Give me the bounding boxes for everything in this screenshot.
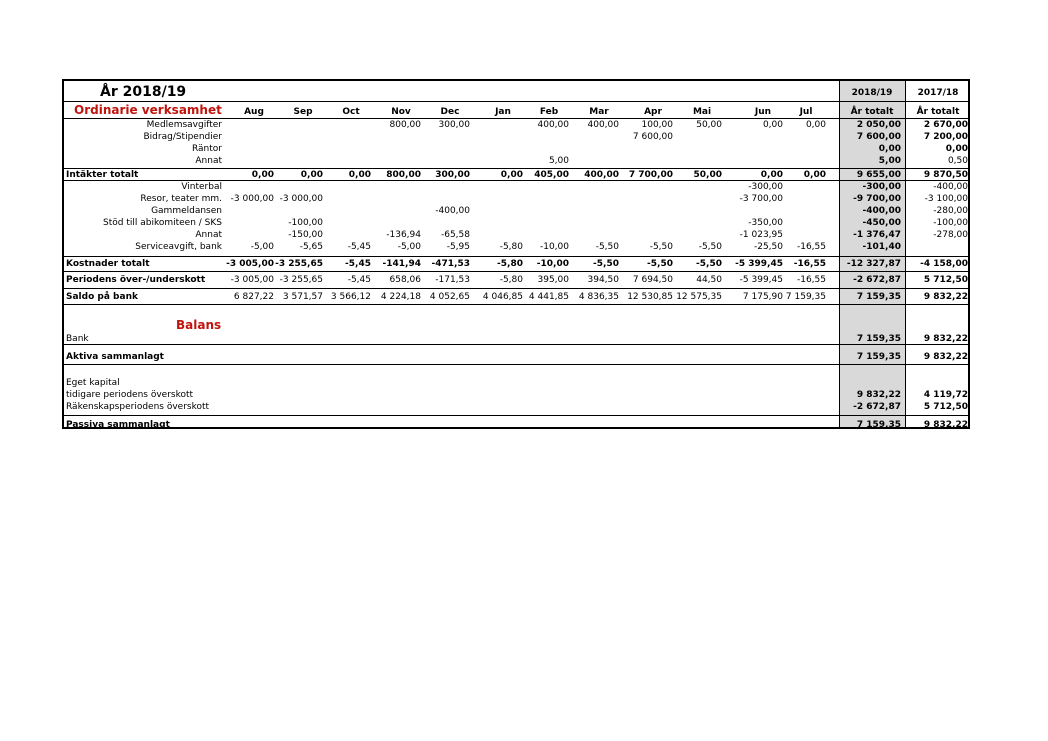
balans-total-2018: 9 832,22 xyxy=(856,390,901,400)
row-value: 394,50 xyxy=(587,275,619,285)
row-label: Bidrag/Stipendier xyxy=(143,132,222,142)
row-total-2017: -100,00 xyxy=(933,218,968,228)
row-total-2018: -300,00 xyxy=(862,182,901,192)
row-value: -5,50 xyxy=(696,259,722,269)
row-label: Intäkter totalt xyxy=(66,170,139,180)
row-value: -5,50 xyxy=(595,242,619,252)
row-value: 7 175,90 xyxy=(742,292,783,302)
header-divider xyxy=(64,101,968,102)
row-value: 400,00 xyxy=(587,120,619,130)
row-label: Annat xyxy=(195,230,222,240)
row-value: 0,00 xyxy=(500,170,523,180)
balans-total-2018: -2 672,87 xyxy=(853,402,901,412)
row-value: 3 566,12 xyxy=(330,292,371,302)
row-value: 7 159,35 xyxy=(785,292,826,302)
row-label: Periodens över-/underskott xyxy=(66,275,206,285)
row-value: 658,06 xyxy=(389,275,421,285)
row-total-2017: -400,00 xyxy=(933,182,968,192)
balans-row-divider-5 xyxy=(64,415,968,416)
row-value: -471,53 xyxy=(431,259,470,269)
row-value: 12 530,85 xyxy=(627,292,673,302)
section-balans: Balans xyxy=(176,318,222,332)
row-value: -141,94 xyxy=(382,259,421,269)
row-value: 0,00 xyxy=(805,120,826,130)
row-value: -5,45 xyxy=(347,242,371,252)
row-value: -5,95 xyxy=(446,242,470,252)
row-value: 5,00 xyxy=(548,156,569,166)
row-value: 50,00 xyxy=(696,120,722,130)
row-value: 100,00 xyxy=(641,120,673,130)
row-value: 0,00 xyxy=(762,120,783,130)
row-total-2017: 5 712,50 xyxy=(923,275,968,285)
row-value: -136,94 xyxy=(386,230,421,240)
row-value: 3 571,57 xyxy=(282,292,323,302)
row-value: -5 399,45 xyxy=(739,275,783,285)
row-value: -5,80 xyxy=(499,275,523,285)
column-header-2017: 2017/18 xyxy=(917,88,959,98)
balans-total-2017: 4 119,72 xyxy=(923,390,968,400)
row-value: 12 575,35 xyxy=(676,292,722,302)
row-total-2017: -280,00 xyxy=(933,206,968,216)
row-value: -100,00 xyxy=(288,218,323,228)
row-value: 4 836,35 xyxy=(578,292,619,302)
row-value: 0,00 xyxy=(760,170,783,180)
balans-divider xyxy=(64,304,968,305)
row-value: -25,50 xyxy=(753,242,783,252)
month-header-aug: Aug xyxy=(244,107,264,117)
balans-row-label: Räkenskapsperiodens överskott xyxy=(66,402,210,412)
row-value: -5,45 xyxy=(345,259,371,269)
row-value: 405,00 xyxy=(534,170,569,180)
row-total-2017: -4 158,00 xyxy=(920,259,968,269)
balans-row-divider-2 xyxy=(64,364,968,365)
row-total-2017: 0,00 xyxy=(945,144,968,154)
row-value: 0,00 xyxy=(803,170,826,180)
balans-row-label: Passiva sammanlagt xyxy=(66,420,170,430)
balans-row-label: Eget kapital xyxy=(66,378,120,388)
balans-total-2017: 5 712,50 xyxy=(923,402,968,412)
row-label: Vinterbal xyxy=(181,182,222,192)
row-label: Kostnader totalt xyxy=(66,259,150,269)
row-total-2017: 9 832,22 xyxy=(923,292,968,302)
row-total-2018: 7 159,35 xyxy=(856,292,901,302)
row-divider-13 xyxy=(64,288,968,289)
row-value: 400,00 xyxy=(584,170,619,180)
row-total-2018: -1 376,47 xyxy=(853,230,901,240)
row-value: 0,00 xyxy=(251,170,274,180)
balans-total-2018: 7 159,35 xyxy=(856,334,901,344)
row-value: -16,55 xyxy=(793,259,826,269)
row-label: Resor, teater mm. xyxy=(140,194,222,204)
row-label: Stöd till abikomiteen / SKS xyxy=(103,218,222,228)
row-label: Saldo på bank xyxy=(66,292,138,302)
row-value: -65,58 xyxy=(440,230,470,240)
row-label: Medlemsavgifter xyxy=(146,120,222,130)
balans-total-2017: 9 832,22 xyxy=(923,420,968,430)
row-value: -150,00 xyxy=(288,230,323,240)
month-header-mar: Mar xyxy=(589,107,609,117)
balans-row-label: Aktiva sammanlagt xyxy=(66,352,164,362)
row-total-2018: -9 700,00 xyxy=(853,194,901,204)
row-value: 44,50 xyxy=(696,275,722,285)
row-value: 0,00 xyxy=(348,170,371,180)
row-value: 7 700,00 xyxy=(628,170,673,180)
month-header-jun: Jun xyxy=(754,107,772,117)
section-ordinarie: Ordinarie verksamhet xyxy=(74,103,222,117)
row-value: 400,00 xyxy=(537,120,569,130)
row-value: -16,55 xyxy=(796,275,826,285)
row-value: -5,80 xyxy=(499,242,523,252)
row-total-2018: 2 050,00 xyxy=(856,120,901,130)
row-total-2018: 7 600,00 xyxy=(856,132,901,142)
column-header-2018: 2018/19 xyxy=(851,88,893,98)
row-total-2017: -3 100,00 xyxy=(924,194,968,204)
balans-total-2018: 7 159,35 xyxy=(856,352,901,362)
budget-sheet xyxy=(62,79,970,429)
balans-row-divider-1 xyxy=(64,344,968,345)
row-total-2018: 9 655,00 xyxy=(856,170,901,180)
year-total-header-2018: År totalt xyxy=(850,107,894,117)
month-header-mai: Mai xyxy=(692,107,712,117)
row-total-2018: -12 327,87 xyxy=(846,259,901,269)
year-total-header-2017: År totalt xyxy=(916,107,960,117)
balans-row-label: Bank xyxy=(66,334,89,344)
row-value: -400,00 xyxy=(435,206,470,216)
row-label: Räntor xyxy=(191,144,222,154)
row-value: 0,00 xyxy=(300,170,323,180)
row-label: Annat xyxy=(195,156,222,166)
row-value: -5,45 xyxy=(347,275,371,285)
row-total-2018: -450,00 xyxy=(862,218,901,228)
row-value: -5,50 xyxy=(698,242,722,252)
row-value: 300,00 xyxy=(438,120,470,130)
month-header-apr: Apr xyxy=(644,107,662,117)
month-header-feb: Feb xyxy=(539,107,559,117)
row-label: Gammeldansen xyxy=(151,206,222,216)
row-value: -3 005,00 xyxy=(226,259,274,269)
row-total-2018: -400,00 xyxy=(862,206,901,216)
row-value: -5,00 xyxy=(397,242,421,252)
row-value: 6 827,22 xyxy=(233,292,274,302)
row-total-2017: 0,50 xyxy=(947,156,968,166)
sheet-title: År 2018/19 xyxy=(100,84,187,100)
row-value: 4 441,85 xyxy=(528,292,569,302)
row-value: -5,50 xyxy=(649,242,673,252)
row-value: -1 023,95 xyxy=(739,230,783,240)
month-header-dec: Dec xyxy=(440,107,460,117)
row-value: -16,55 xyxy=(796,242,826,252)
row-value: 7 600,00 xyxy=(632,132,673,142)
row-value: -3 700,00 xyxy=(739,194,783,204)
row-value: -5,50 xyxy=(647,259,673,269)
row-total-2018: -2 672,87 xyxy=(853,275,901,285)
row-value: 4 052,65 xyxy=(429,292,470,302)
balans-total-2017: 9 832,22 xyxy=(923,352,968,362)
row-value: 395,00 xyxy=(537,275,569,285)
row-value: -3 255,65 xyxy=(275,259,323,269)
row-value: -5,50 xyxy=(593,259,619,269)
row-total-2018: 5,00 xyxy=(878,156,901,166)
row-divider-11 xyxy=(64,256,968,257)
row-value: -3 255,65 xyxy=(279,275,323,285)
row-value: -3 000,00 xyxy=(279,194,323,204)
month-header-oct: Oct xyxy=(342,107,360,117)
row-value: 50,00 xyxy=(693,170,722,180)
month-header-jan: Jan xyxy=(495,107,511,117)
row-total-2018: -101,40 xyxy=(862,242,901,252)
row-total-2018: 0,00 xyxy=(878,144,901,154)
row-total-2017: 9 870,50 xyxy=(923,170,968,180)
row-total-2017: 2 670,00 xyxy=(923,120,968,130)
row-value: -3 005,00 xyxy=(230,275,274,285)
row-value: -10,00 xyxy=(536,259,569,269)
row-label: Serviceavgift, bank xyxy=(135,242,222,252)
row-value: -300,00 xyxy=(748,182,783,192)
balans-total-2017: 9 832,22 xyxy=(923,334,968,344)
row-value: 4 224,18 xyxy=(380,292,421,302)
row-value: -10,00 xyxy=(539,242,569,252)
row-value: -5 399,45 xyxy=(735,259,783,269)
row-value: -350,00 xyxy=(748,218,783,228)
row-total-2017: -278,00 xyxy=(933,230,968,240)
row-value: -5,65 xyxy=(299,242,323,252)
month-header-nov: Nov xyxy=(391,107,411,117)
row-value: -5,00 xyxy=(250,242,274,252)
balans-total-2018: 7 159,35 xyxy=(856,420,901,430)
month-header-sep: Sep xyxy=(293,107,313,117)
row-value: 800,00 xyxy=(389,120,421,130)
row-value: 4 046,85 xyxy=(482,292,523,302)
row-value: -5,80 xyxy=(497,259,523,269)
balans-row-label: tidigare periodens överskott xyxy=(66,390,194,400)
row-value: 800,00 xyxy=(386,170,421,180)
row-value: 300,00 xyxy=(435,170,470,180)
month-header-jul: Jul xyxy=(799,107,813,117)
row-value: 7 694,50 xyxy=(632,275,673,285)
row-total-2017: 7 200,00 xyxy=(923,132,968,142)
row-value: -3 000,00 xyxy=(230,194,274,204)
row-value: -171,53 xyxy=(435,275,470,285)
row-divider-12 xyxy=(64,271,968,272)
